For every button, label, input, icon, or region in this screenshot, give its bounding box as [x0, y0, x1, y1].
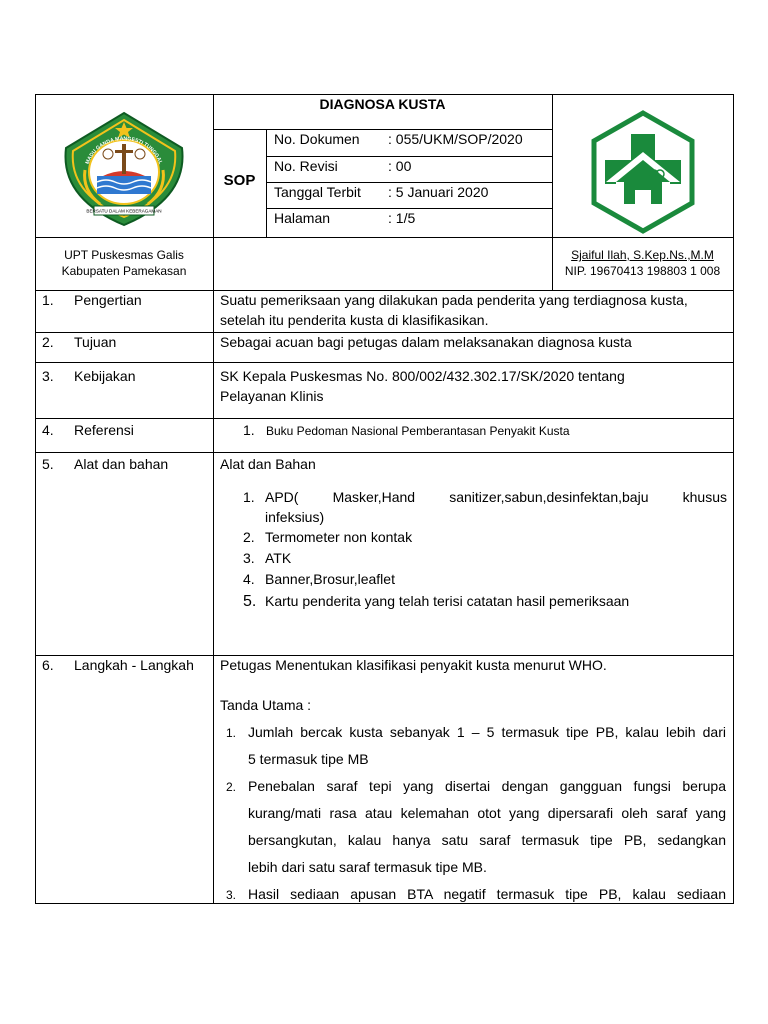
issue-date-value: : 5 Januari 2020 — [388, 184, 489, 200]
doc-number-label: No. Dokumen — [274, 131, 360, 147]
section-subheading: Tanda Utama : — [220, 697, 312, 713]
list-text: Penebalan saraf tepi yang disertai dengan gangguan fungsi berupa — [248, 778, 726, 794]
row-label: Langkah - Langkah — [74, 657, 194, 673]
list-number: 2. — [243, 529, 255, 545]
row-divider-4 — [35, 418, 734, 419]
doc-number-value: : 055/UKM/SOP/2020 — [388, 131, 523, 147]
row-text-line: SK Kepala Puskesmas No. 800/002/432.302.17/SK/2020 tentang — [220, 368, 625, 384]
row-label: Kebijakan — [74, 368, 136, 384]
list-number: 1. — [243, 489, 255, 505]
doc-row-divider — [266, 208, 552, 209]
list-text: bersangkutan, kalau hanya satu saraf termasuk tipe PB, sedangkan — [248, 832, 726, 848]
issue-date-label: Tanggal Terbit — [274, 184, 361, 200]
row-number: 5. — [42, 456, 54, 472]
row-divider-6 — [35, 655, 734, 656]
list-text: Buku Pedoman Nasional Pemberantasan Penyakit Kusta — [266, 424, 570, 438]
list-number: 1. — [226, 726, 237, 740]
list-text: ATK — [265, 550, 292, 566]
row-text-line: Sebagai acuan bagi petugas dalam melaksanakan diagnosa kusta — [220, 334, 632, 350]
section-heading: Alat dan Bahan — [220, 456, 316, 472]
page-label: Halaman — [274, 210, 331, 226]
row-text-line: Suatu pemeriksaan yang dilakukan pada penderita yang terdiagnosa kusta, — [220, 292, 688, 308]
organization-name: UPT Puskesmas Galis — [64, 248, 184, 262]
list-text: Termometer non kontak — [265, 529, 413, 545]
row-number: 1. — [42, 292, 54, 308]
list-text: kurang/mati rasa atau kelemahan otot yang dipersarafi oleh saraf yang — [248, 805, 726, 821]
seal-ribbon-text: BERSATU DALAM KEBERAGAMAN — [86, 208, 162, 214]
document-title: DIAGNOSA KUSTA — [319, 96, 446, 112]
row-number: 6. — [42, 657, 54, 673]
revision-value: : 00 — [388, 158, 412, 174]
signer-nip: NIP. 19670413 198803 1 008 — [564, 264, 721, 278]
doc-row-divider — [266, 182, 552, 183]
row-label: Tujuan — [74, 334, 117, 350]
title-divider — [213, 129, 552, 130]
row-number: 4. — [42, 422, 54, 438]
signer-name: Sjaiful Ilah, S.Kep.Ns.,M.M — [571, 248, 714, 262]
list-text: Jumlah bercak kusta sebanyak 1 – 5 termasuk tipe PB, kalau lebih dari — [248, 724, 726, 740]
list-number: 3. — [243, 550, 255, 566]
list-number: 3. — [226, 888, 237, 902]
row-number: 2. — [42, 334, 54, 350]
sop-label: SOP — [223, 172, 256, 189]
organization-region: Kabupaten Pamekasan — [61, 264, 187, 278]
page-value: : 1/5 — [388, 210, 416, 226]
label-column-divider — [213, 94, 214, 904]
section-intro: Petugas Menentukan klasifikasi penyakit kusta menurut WHO. — [220, 657, 607, 673]
doc-row-divider — [266, 156, 552, 157]
row-divider-1 — [35, 290, 734, 291]
pamekasan-seal-logo — [60, 110, 188, 228]
list-number: 4. — [243, 571, 255, 587]
row-divider-3 — [35, 362, 734, 363]
row-text-line: setelah itu penderita kusta di klasifikasikan. — [220, 312, 489, 328]
list-text: Kartu penderita yang telah terisi catatan hasil pemeriksaan — [265, 593, 630, 609]
table-border-top — [35, 94, 734, 95]
list-text: APD( Masker,Hand sanitizer,sabun,desinfektan,baju khusus — [265, 489, 727, 505]
list-text: Hasil sediaan apusan BTA negatif termasuk tipe PB, kalau sediaan — [248, 886, 726, 902]
row-label: Pengertian — [74, 292, 142, 308]
row-label: Referensi — [74, 422, 134, 438]
row-label: Alat dan bahan — [74, 456, 169, 472]
puskesmas-logo — [588, 110, 698, 234]
row-number: 3. — [42, 368, 54, 384]
list-text: 5 termasuk tipe MB — [248, 751, 369, 767]
row-divider-2 — [35, 332, 734, 333]
list-number: 2. — [226, 780, 237, 794]
table-border-right — [733, 94, 734, 904]
list-text: Banner,Brosur,leaflet — [265, 571, 395, 587]
revision-label: No. Revisi — [274, 158, 338, 174]
list-number: 1. — [243, 422, 255, 438]
sop-column-divider — [266, 129, 267, 238]
row-divider-5 — [35, 452, 734, 453]
header-divider — [35, 237, 734, 238]
row-text-line: Pelayanan Klinis — [220, 388, 324, 404]
list-text: lebih dari satu saraf termasuk tipe MB. — [248, 859, 487, 875]
table-border-left — [35, 94, 36, 904]
seal-motto: MADU GANDA MANGESTI TUNGGAL — [84, 135, 164, 166]
list-number: 5. — [243, 593, 257, 610]
table-border-bottom — [35, 903, 734, 904]
list-text-continued: infeksius) — [265, 509, 325, 525]
